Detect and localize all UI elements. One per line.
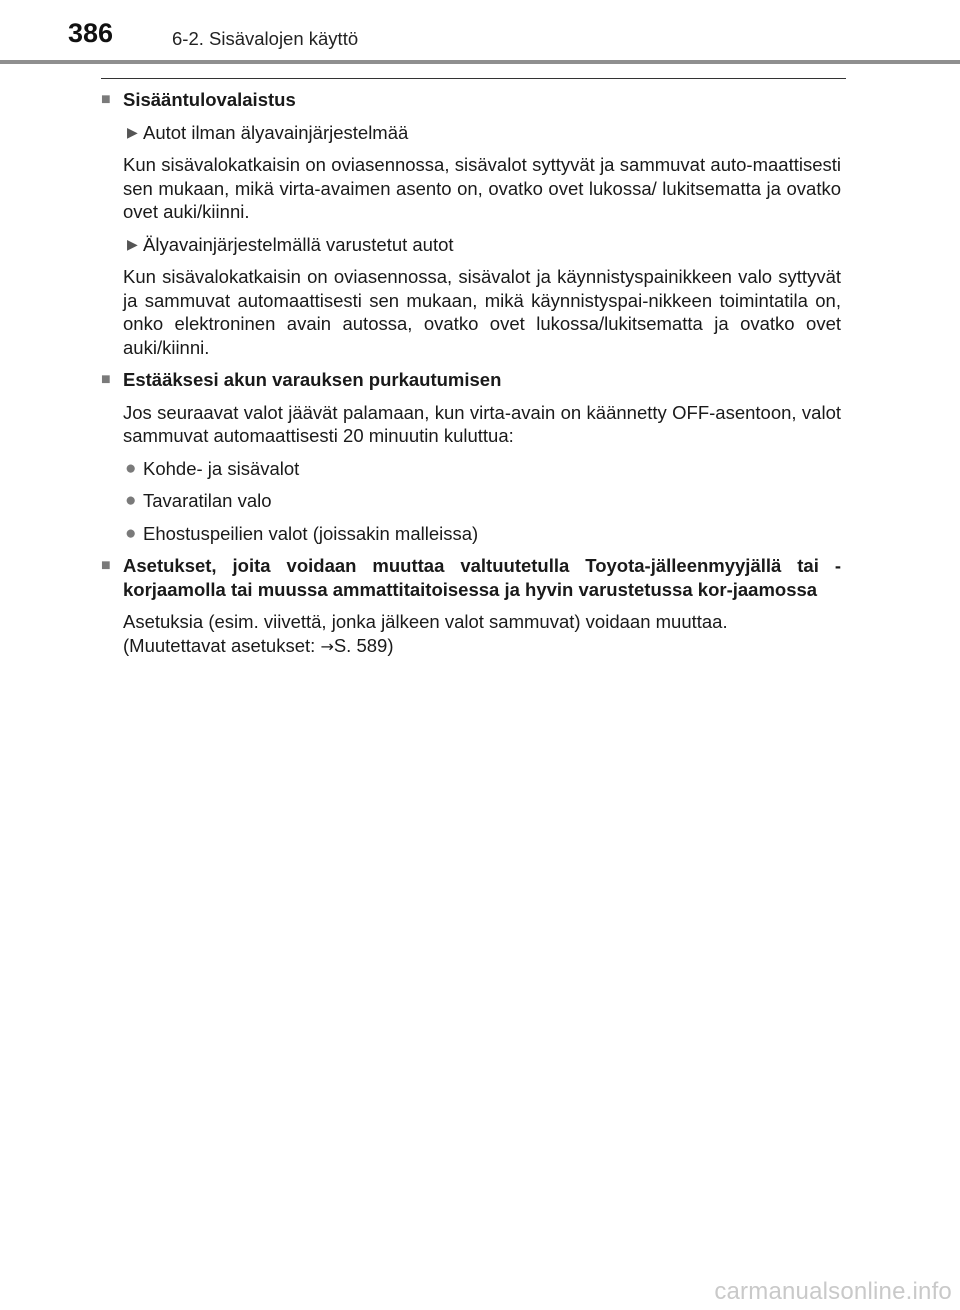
list-item-text: Kohde- ja sisävalot — [143, 457, 300, 479]
reference-prefix: (Muutettavat asetukset: — [123, 634, 321, 656]
subheading-text: Älyavainjärjestelmällä varustetut autot — [143, 233, 454, 255]
square-bullet-icon: ■ — [101, 371, 111, 388]
heading-text: Sisääntulovalaistus — [123, 89, 296, 110]
paragraph-customization — [101, 610, 841, 658]
triangle-bullet-icon: ▶ — [127, 235, 138, 252]
circle-bullet-icon: ● — [125, 490, 137, 511]
page-header — [0, 0, 960, 62]
page-number: 386 — [68, 18, 114, 48]
list-item-text: Ehostuspeilien valot (joissakin malleissa) — [143, 522, 479, 544]
paragraph-battery-saver: Jos seuraavat valot jäävät palamaan, kun virta-avain on käännetty OFF-asentoon, valot sammuvat automaattisesti 20 minuutin kuluttua: — [123, 401, 841, 446]
section-heading-entry-lighting — [101, 88, 841, 112]
square-bullet-icon: ■ — [101, 557, 111, 574]
triangle-bullet-icon: ▶ — [127, 123, 138, 140]
subheading-no-smart-key — [101, 121, 841, 145]
square-bullet-icon: ■ — [101, 91, 111, 108]
page-reference-link[interactable]: S. 589) — [333, 634, 394, 656]
content-divider — [101, 78, 846, 79]
paragraph-smart-key: Kun sisävalokatkaisin on oviasennossa, sisävalot ja käynnistyspainikkeen valo syttyvät ja sammuvat automaattisesti sen mukaan, mikä käynnistyspai-nikkeen toimintatila on, onko elektroninen avain autossa, ovatko ovet lukossa/lukitsematta ja ovatko ovet auki/kiinni. — [123, 266, 841, 358]
heading-text: Asetukset, joita voidaan muuttaa valtuutetulla Toyota-jälleenmyyjällä tai -korjaamolla tai muussa ammattitaitoisessa ja hyvin varustetussa kor-jaamossa — [123, 555, 841, 600]
list-item-text: Tavaratilan valo — [143, 490, 272, 511]
section-title: 6-2. Sisävalojen käyttö — [172, 28, 359, 49]
subheading-smart-key — [101, 233, 841, 257]
circle-bullet-icon: ● — [125, 457, 137, 479]
list-item — [101, 457, 841, 481]
section-heading-battery-saver — [101, 368, 841, 392]
paragraph-no-smart-key: Kun sisävalokatkaisin on oviasennossa, sisävalot syttyvät ja sammuvat auto-maattisesti sen mukaan, mikä virta-avaimen asento on, ovatko ovet lukossa/ lukitsematta ja ovatko ovet auki/kiinni. — [123, 154, 841, 222]
page-content — [101, 88, 841, 658]
header-rule — [0, 60, 960, 64]
circle-bullet-icon: ● — [125, 522, 137, 544]
customization-text: Asetuksia (esim. viivettä, jonka jälkeen valot sammuvat) voidaan muuttaa. — [123, 611, 728, 632]
subheading-text: Autot ilman älyavainjärjestelmää — [143, 121, 409, 143]
section-heading-customization — [101, 554, 841, 601]
list-item — [101, 489, 841, 513]
watermark: carmanualsonline.info — [714, 1278, 952, 1305]
list-item — [101, 522, 841, 546]
heading-text: Estääksesi akun varauksen purkautumisen — [123, 369, 502, 390]
right-arrow-icon: → — [320, 636, 334, 656]
